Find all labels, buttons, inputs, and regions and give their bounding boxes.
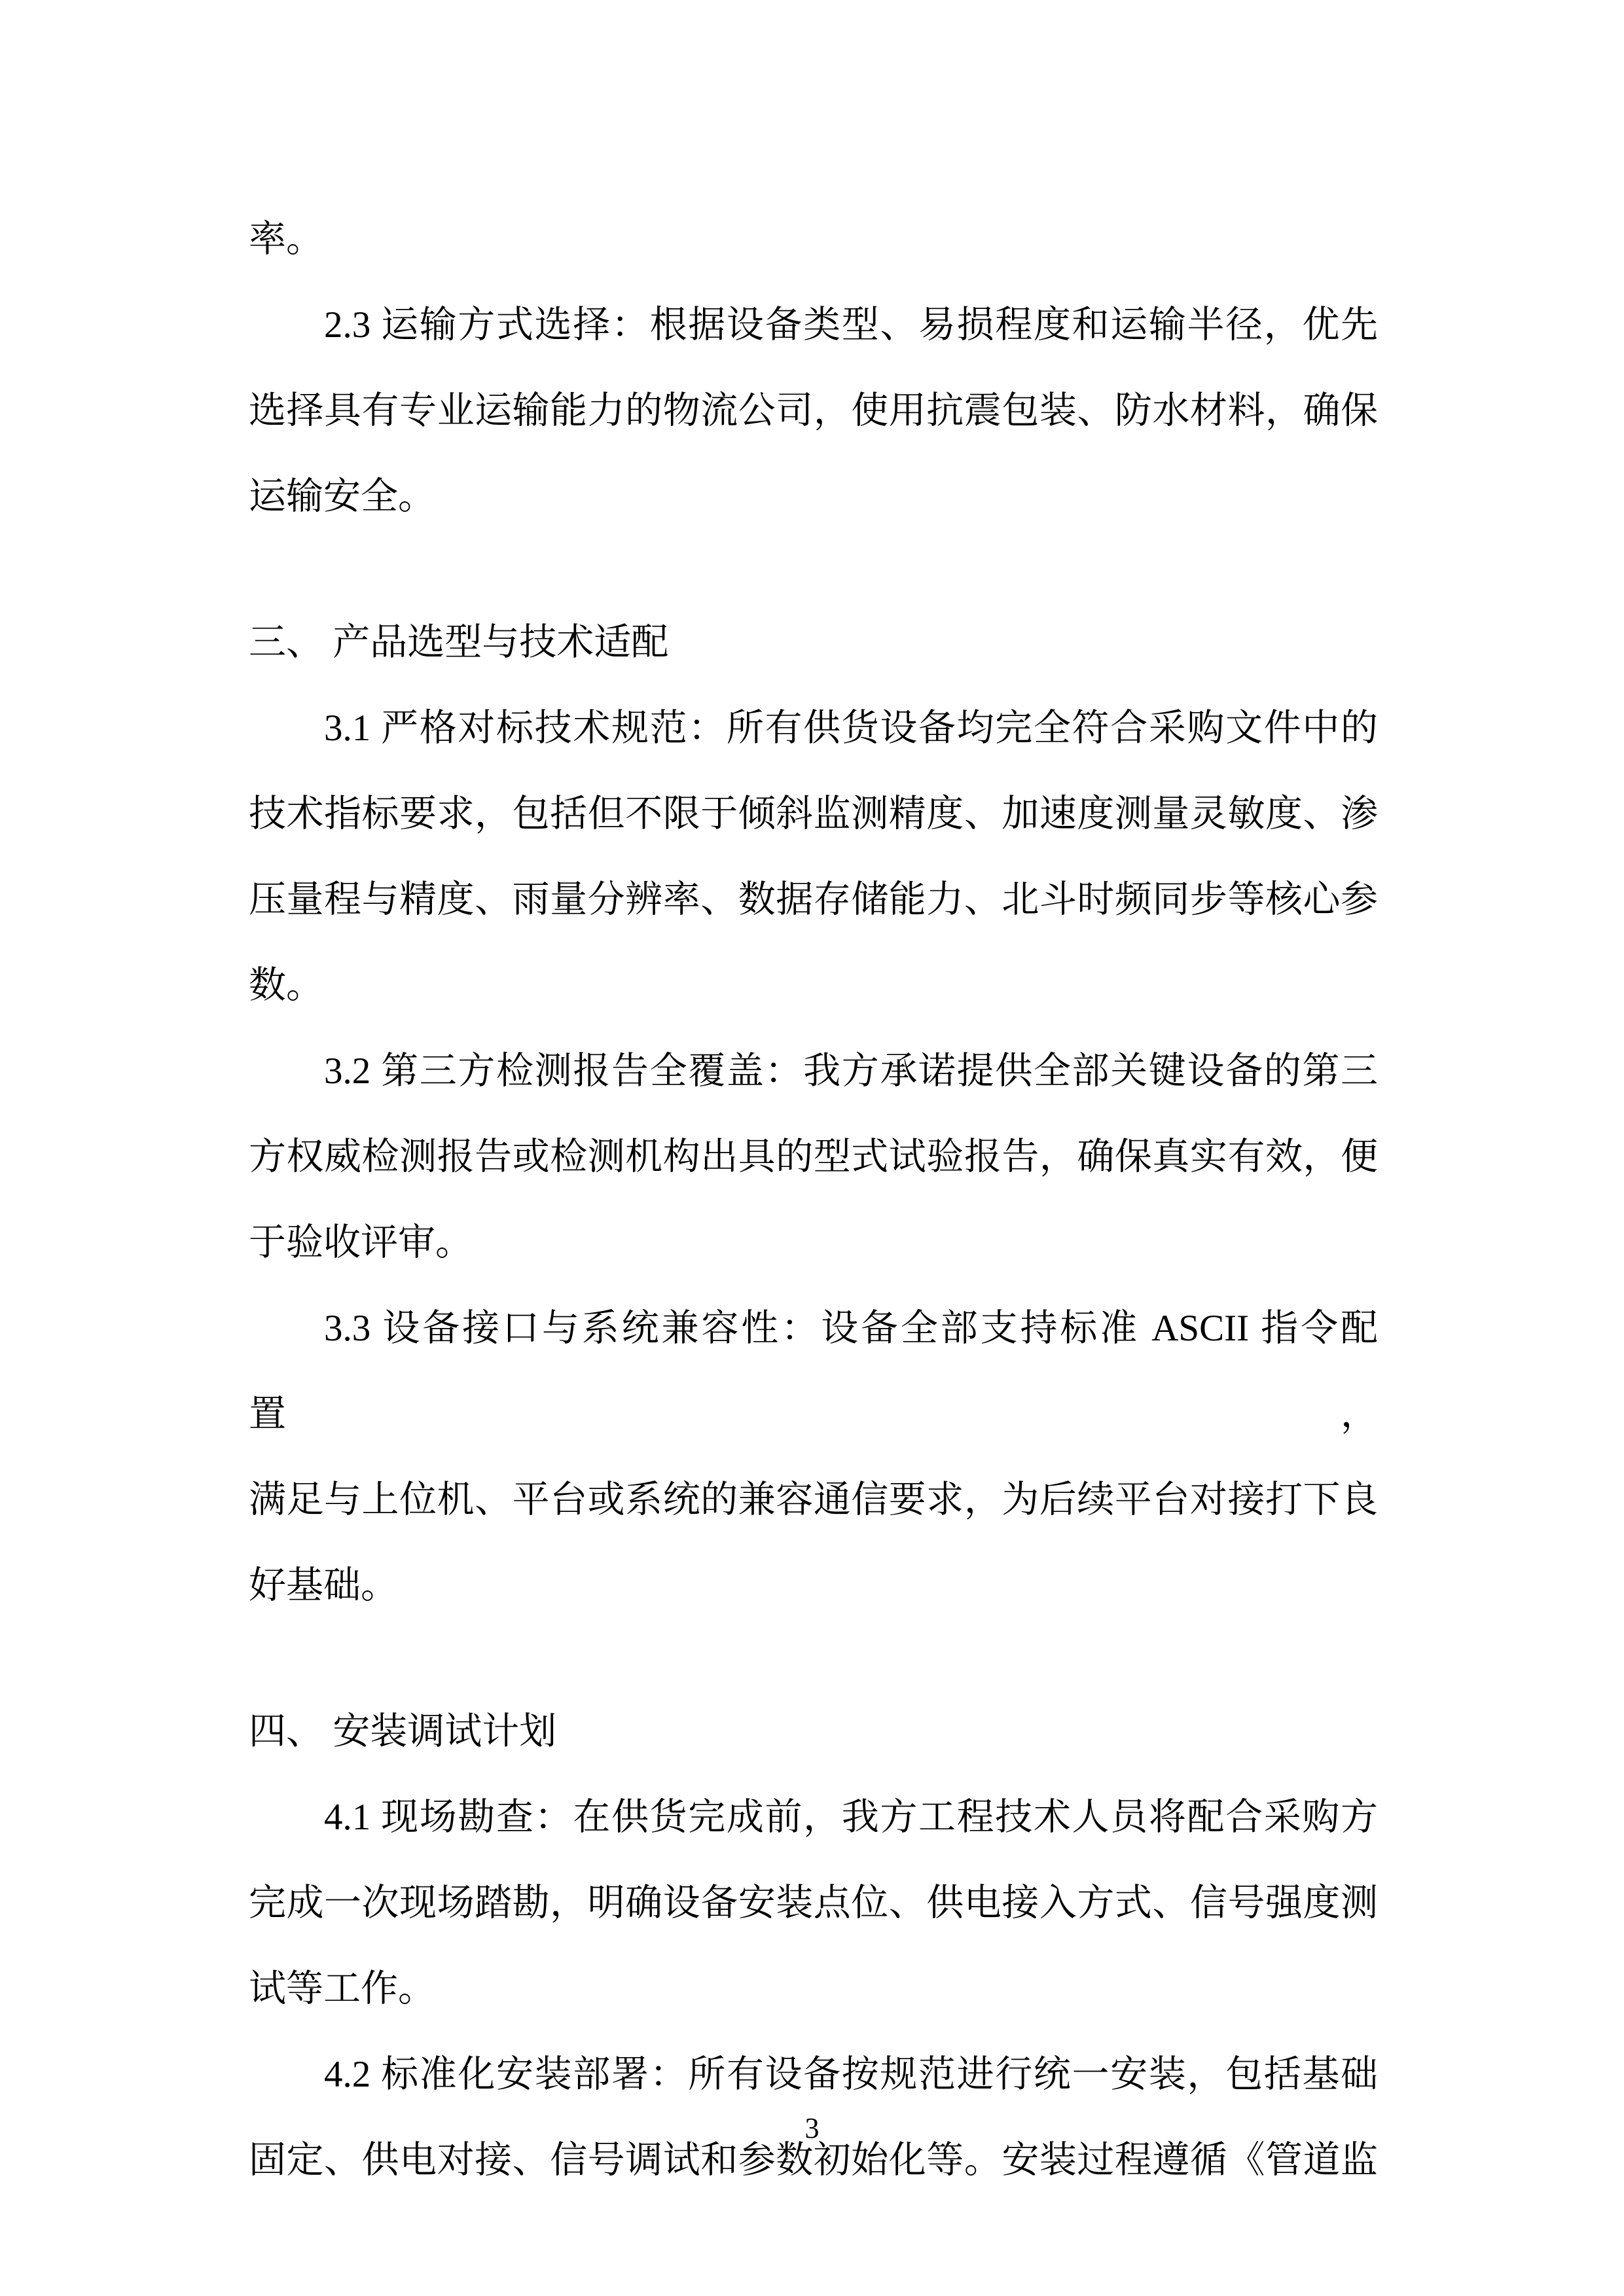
text-line: 于验收评审。 <box>249 1222 473 1263</box>
text-line: 2.3 运输方式选择：根据设备类型、易损程度和运输半径，优先 <box>324 304 1378 346</box>
text-line: 3.2 第三方检测报告全覆盖：我方承诺提供全部关键设备的第三 <box>324 1050 1378 1092</box>
page-number: 3 <box>804 2112 820 2144</box>
text-line: 压量程与精度、雨量分辨率、数据存储能力、北斗时频同步等核心参 <box>249 879 1378 920</box>
text-line: 方权威检测报告或检测机构出具的型式试验报告，确保真实有效，便 <box>249 1136 1378 1177</box>
section-heading: 四、 安装调试计划 <box>249 1711 557 1752</box>
section-heading: 三、 产品选型与技术适配 <box>249 622 669 663</box>
text-line: 满足与上位机、平台或系统的兼容通信要求，为后续平台对接打下良 <box>249 1479 1378 1520</box>
text-line: 完成一次现场踏勘，明确设备安装点位、供电接入方式、信号强度测 <box>249 1882 1378 1924</box>
text-line: 率。 <box>249 219 323 260</box>
text-line: 数。 <box>249 965 323 1006</box>
text-line: 运输安全。 <box>249 476 435 517</box>
text-line: 固定、供电对接、信号调试和参数初始化等。安装过程遵循《管道监 <box>249 2140 1378 2181</box>
text-line: 4.1 现场勘查：在供货完成前，我方工程技术人员将配合采购方 <box>324 1797 1378 1838</box>
text-line: 4.2 标准化安装部署：所有设备按规范进行统一安装，包括基础 <box>324 2054 1378 2095</box>
text-line: 试等工作。 <box>249 1968 435 2009</box>
text-line: 技术指标要求，包括但不限于倾斜监测精度、加速度测量灵敏度、渗 <box>249 793 1378 834</box>
text-line: 3.1 严格对标技术规范：所有供货设备均完全符合采购文件中的 <box>324 708 1378 749</box>
text-line: 3.3 设备接口与系统兼容性：设备全部支持标准 ASCII 指令配置， <box>249 1308 1378 1435</box>
document-body <box>249 196 1378 2203</box>
text-line: 选择具有专业运输能力的物流公司，使用抗震包装、防水材料，确保 <box>249 390 1378 431</box>
text-line: 好基础。 <box>249 1565 398 1606</box>
